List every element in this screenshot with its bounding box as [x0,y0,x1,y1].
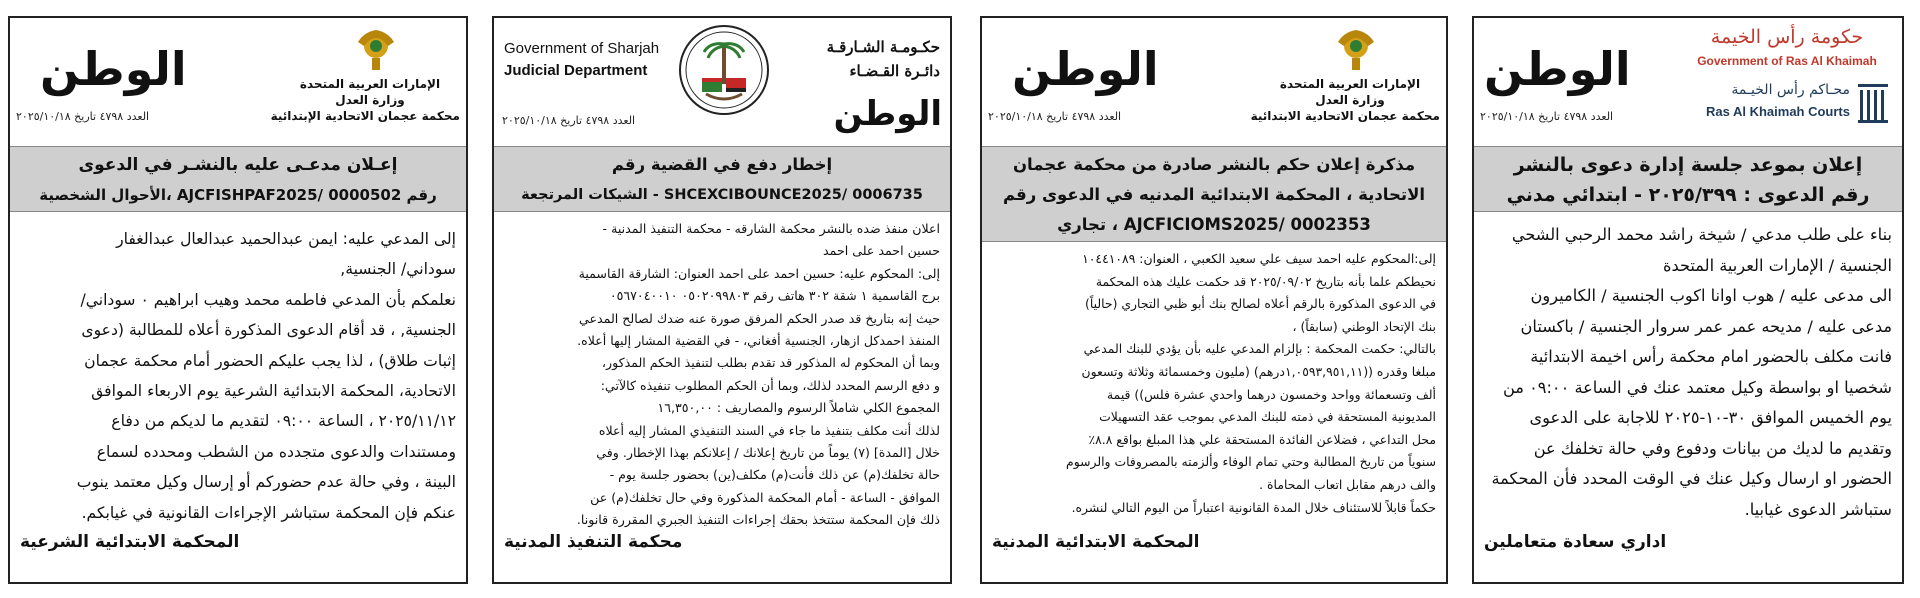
body-line: مدعى عليه / مديحه عمر عمر سروار الجنسية / باكستان [1520,316,1892,336]
rak-courts-icon [1856,80,1890,124]
gov-lines [270,76,460,124]
title-line: رقم AJCFISHPAF2025/ 0000502 ،الأحوال الشخصية [39,186,437,204]
body-line: حالة تخلفك(م) عن ذلك فأنت(م) مكلف(ين) بحضور جلسة يوم - [609,467,940,483]
body-line: مبلغا وقدره ((١,٠٥٩٣,٩٥١,١١درهم) (مليون وخمسمائة وثلاثة وتسعون [1081,363,1436,379]
title-line: مذكرة إعلان حكم بالنشر صادرة من محكمة عجمان [1012,155,1416,174]
body-line: يوم الخميس الموافق ٣٠-١٠-٢٠٢٥ للاجابة على الدعوى [1529,408,1892,427]
notice-signature: اداري سعادة متعاملين [1484,532,1667,552]
body-line: سوداني/ الجنسية, [340,260,456,279]
gov-line: الإمارات العربية المتحدة [1279,77,1421,91]
body-line: إلى: المحكوم عليه: حسين احمد على احمد العنوان: الشارقة القاسمية [578,265,940,281]
notice-header [982,18,1446,144]
body-line: المجموع الكلي شاملاً الرسوم والمصاريف : ١٦,٣٥٠,٠٠ [657,400,940,416]
notice-rak-civil [1472,16,1904,584]
notice-signature: المحكمة الابتدائية المدنية [992,532,1200,552]
notice-title [982,146,1446,242]
body-line: إثبات طلاق) ، لذا يجب عليكم الحضور أمام محكمة عجمان [84,351,456,370]
notice-title [10,146,466,212]
gov-line: وزارة العدل [1315,93,1385,107]
notice-header [494,18,950,144]
body-line: الجنسية, ، قد أقام الدعوى المذكورة أعلاه للمطالبة (دعوى [81,321,456,340]
body-line: خلال [المدة] (٧) يوماً من تاريخ إعلانك / إعلانكم بهذا الإخطار. وفي [596,445,940,461]
body-line: الحضور او ارسال وكيل عنك في الوقت المحدد فأن المحكمة [1491,469,1892,488]
newspaper-name: الوطن [40,42,187,96]
body-line: الموافق - الساعة - أمام المحكمة المذكورة وفي حال تخلفك(م) عن [590,489,940,505]
notice-body [504,218,940,532]
notice-signature: المحكمة الابتدائية الشرعية [20,532,240,552]
body-line: في الدعوى المذكورة بالرقم أعلاه لصالح بنك أبو ظبي التجاري (حالياً) [1085,296,1436,312]
body-line: بالتالي: حكمت المحكمة : بإلزام المدعي عليه بأن يؤدي للبنك المدعي [1083,341,1436,357]
gov-line: محكمة عجمان الاتحادية الإبتدائية [270,109,460,123]
body-line: الجنسية / الإمارات العربية المتحدة [1662,255,1892,275]
issue-date: العدد ٤٧٩٨ تاريخ ٢٠٢٥/١٠/١٨ [16,110,150,123]
body-line: المديونية المستحقة في ذمته للبنك المدعي بموجب عقد التسهيلات [1099,409,1436,425]
body-line: نعلمكم بأن المدعي فاطمه محمد وهيب ابراهيم ٠ سوداني/ [80,290,456,309]
body-line: إلى المدعي عليه: ايمن عبدالحميد عبدالعال عبدالغفار [116,230,456,248]
notice-ajman-civil-judgment [980,16,1448,584]
body-line: ستباشر الدعوى غيابيا. [1744,499,1892,519]
title-line: إعلان بموعد جلسة إدارة دعوى بالنشر [1513,154,1863,176]
body-line: الى مدعى عليه / هوب اوانا اكوب الجنسية / الكاميرون [1530,286,1892,305]
body-line: المنفذ احمدكل ازهار، الجنسية أفغاني، - في القضية المشار إليها أعلاه. [577,333,940,349]
notice-body [20,224,456,528]
notice-title [494,146,950,212]
notice-signature: محكمة التنفيذ المدنية [504,532,683,552]
body-line: فانت مكلف بالحضور امام محكمة رأس اخيمة الابتدائية [1530,347,1892,366]
courts-name-en: Ras Al Khaimah Courts [1706,104,1850,119]
notice-sharjah-execution [492,16,952,584]
body-line: بناء على طلب مدعي / شيخة راشد محمد الرحبي الشحي [1511,225,1892,244]
title-line: AJCFICIOMS2025/ 0002353 ، تجاري [1057,215,1371,234]
body-line: اعلان منفذ ضده بالنشر محكمة الشارقه - محكمة التنفيذ المدنية - [602,221,940,236]
issue-date: العدد ٤٧٩٨ تاريخ ٢٠٢٥/١٠/١٨ [1480,110,1614,123]
notice-header [10,18,466,144]
gov-line: الإمارات العربية المتحدة [299,77,441,91]
gov-name-ar: حكومة رأس الخيمة [1710,26,1864,48]
body-line: وتقديم ما لديك من بيانات ودفوع وفي حالة تخلفك عن [1533,438,1892,458]
notice-body [1484,220,1892,525]
uae-emblem-icon [1334,24,1378,74]
gov-line: محكمة عجمان الاتحادية الابتدائية [1250,109,1440,123]
title-line: إخطار دفع في القضية رقم [611,155,833,174]
body-line: نحيطكم علما بأنه بتاريخ ٢٠٢٥/٠٩/٠٢ قد حكمت عليك هذه المحكمة [1095,273,1436,289]
body-line: ألف وتسعمائة وواحد وخمسون درهما واحدي عشرة فلس)) قيمة [1107,386,1436,402]
body-line: ذلك فإن المحكمة ستتخذ بحقك إجراءات التنفيذ الجبري المقررة قانونا. [576,512,940,528]
gov-name-en-2: Judicial Department [504,62,648,79]
gov-name-ar-1: حكـومـة الشـارقـة [826,38,940,56]
notice-title [1474,146,1902,212]
gov-lines [1250,76,1440,124]
title-line: رقم الدعوى : ٢٠٢٥/٣٩٩ - ابتدائي مدني [1506,184,1870,206]
body-line: محل التداعي ، فضلاعن الفائدة المستحقة علي هذا المبلغ بواقع ٨.٨٪ [1088,431,1436,447]
gov-name-en: Government of Ras Al Khaimah [1697,54,1877,68]
body-line: و دفع الرسم المحدد لذلك، وبما أن الحكم المطلوب تنفيذه كالآتي: [600,377,940,393]
newspaper-name: الوطن [1484,42,1631,96]
body-line: الاتحادية، المحكمة الابتدائية الشرعية يوم الاربعاء الموافق [91,382,456,401]
courts-name-ar: محـاكم رأس الخيـمة [1731,82,1850,98]
body-line: لذلك أنت مكلف بتنفيذ ما جاء في السند التنفيذي المشار إليه أعلاه [598,422,940,438]
body-line: حيث إنه بتاريخ قد صدر الحكم المرفق صورة عنه ضدك لصالح المدعي [579,310,940,326]
notice-ajman-sharia [8,16,468,584]
body-line: وبما أن المحكوم له المذكور قد تقدم بطلب لتنفيذ الحكم المذكور، [601,355,940,371]
gov-line: وزارة العدل [335,93,405,107]
body-line: برج القاسمية ١ شقة ٣٠٢ هاتف رقم ٠٥٠٢٠٩٩٨٠٣ ٠٥٦٧٠٤٠٠١٠ [609,288,940,304]
newspaper-name: الوطن [833,94,942,134]
body-line: عنكم فإن المحكمة ستباشر الإجراءات القانونية في غيابكم. [81,503,456,522]
sharjah-emblem-icon [676,22,772,118]
notice-body [992,248,1436,519]
gov-name-ar-2: دائـرة القـضـاء [849,62,940,80]
body-line: ٢٠٢٥/١١/١٢ ، الساعة ٠٩:٠٠ لتقديم ما لديكم من دفاع [111,412,456,431]
uae-emblem-icon [354,24,398,74]
title-line: الاتحادية ، المحكمة الابتدائية المدنيه في الدعوى رقم [1002,185,1426,204]
body-line: حسين احمد على احمد [823,243,940,259]
body-line: إلى:المحكوم عليه احمد سيف علي سعيد الكعبي ، العنوان: ١٠٤٤١٠٨٩ [1082,251,1436,266]
title-line: SHCEXCIBOUNCE2025/ 0006735 - الشيكات المرتجعة [521,187,923,203]
body-line: والف درهم مقابل اتعاب المحاماة . [1259,476,1436,492]
body-line: البينة ، وفي حالة عدم حضوركم أو إرسال وكيل معتمد ينوب [76,473,456,492]
body-line: سنوياً من تاريخ المطالبة وحتي تمام الوفاء وألزمته بالمصروفات والرسوم [1066,454,1436,470]
body-line: حكماً قابلاً للاستئناف خلال المدة القانونية اعتباراً من اليوم التالي لنشره. [1071,499,1436,515]
rak-government-logo [1682,24,1892,134]
newspaper-name: الوطن [1012,42,1159,96]
title-line: إعـلان مدعـى عليه بالنشـر في الدعوى [78,155,398,175]
issue-date: العدد ٤٧٩٨ تاريخ ٢٠٢٥/١٠/١٨ [502,114,636,127]
gov-name-en-1: Government of Sharjah [504,40,660,57]
body-line: بنك الإتحاد الوطني (سابقاً) ، [1292,318,1436,334]
issue-date: العدد ٤٧٩٨ تاريخ ٢٠٢٥/١٠/١٨ [988,110,1122,123]
notice-header [1474,18,1902,144]
body-line: شخصيا او بواسطة وكيل معتمد عنك في الساعة ٠٩:٠٠ من [1502,377,1892,397]
body-line: ومستندات والدعوى متجدده من الشطب ومحدده لسماع [96,442,456,461]
